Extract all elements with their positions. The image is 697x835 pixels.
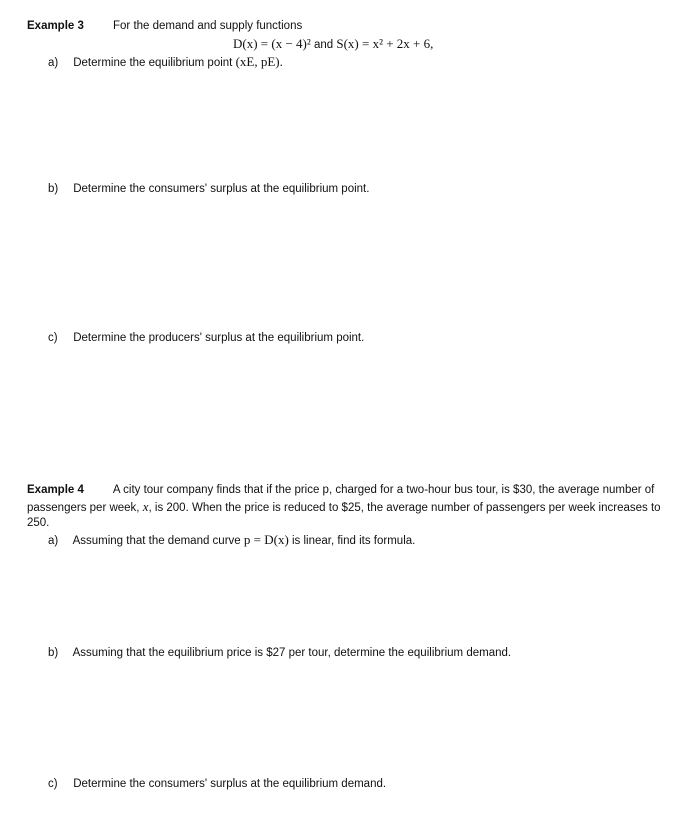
example-3-part-a bbox=[48, 54, 283, 70]
example-4-part-c bbox=[48, 778, 386, 790]
example-3-part-b bbox=[48, 183, 369, 195]
example-4-intro-line-1: A city tour company finds that if the price p, charged for a two-hour bus tour, is $30, the average bbox=[112, 484, 600, 496]
example-4-intro-line-2-pre: number of passengers per week, bbox=[27, 484, 655, 514]
example-4-intro-line-3: week increases to 250. bbox=[27, 501, 661, 529]
example-3-part-c bbox=[48, 332, 364, 344]
part-b-label: b) bbox=[48, 647, 59, 659]
part-a-label: a) bbox=[48, 57, 59, 69]
example-4-label: Example 4 bbox=[27, 484, 84, 496]
part-b-label: b) bbox=[48, 183, 59, 195]
example-3-intro: For the demand and supply functions bbox=[113, 20, 303, 32]
part-a-pre: Assuming that the demand curve bbox=[72, 535, 241, 547]
example-4-intro bbox=[27, 483, 667, 532]
equilibrium-point-math: (xE, pE). bbox=[235, 54, 283, 69]
formula-and: and bbox=[313, 39, 334, 51]
part-c-text: Determine the consumers' surplus at the equilibrium demand. bbox=[73, 778, 387, 790]
part-c-label: c) bbox=[48, 778, 58, 790]
part-a-text: Determine the equilibrium point bbox=[73, 57, 233, 69]
example-3-formula bbox=[233, 36, 433, 52]
demand-curve-math: p = D(x) bbox=[243, 532, 289, 547]
demand-function: D(x) = (x − 4)² bbox=[233, 36, 311, 51]
supply-function: S(x) = x² + 2x + 6, bbox=[336, 36, 434, 51]
example-3-label: Example 3 bbox=[27, 20, 84, 32]
example-4-var-x: x bbox=[142, 498, 149, 514]
example-4-part-a bbox=[48, 532, 415, 548]
part-b-text: Determine the consumers' surplus at the equilibrium point. bbox=[73, 183, 370, 195]
part-a-post: is linear, find its formula. bbox=[291, 535, 416, 547]
example-4-part-b bbox=[48, 647, 511, 659]
part-c-label: c) bbox=[48, 332, 58, 344]
part-a-label: a) bbox=[48, 535, 59, 547]
part-c-text: Determine the producers' surplus at the equilibrium point. bbox=[73, 332, 365, 344]
part-b-text: Assuming that the equilibrium price is $27 per tour, determine the equilibrium demand. bbox=[72, 647, 512, 659]
example-4-intro-line-2-post: , is 200. When the price is reduced to $25, the average number of passengers per bbox=[148, 501, 566, 514]
